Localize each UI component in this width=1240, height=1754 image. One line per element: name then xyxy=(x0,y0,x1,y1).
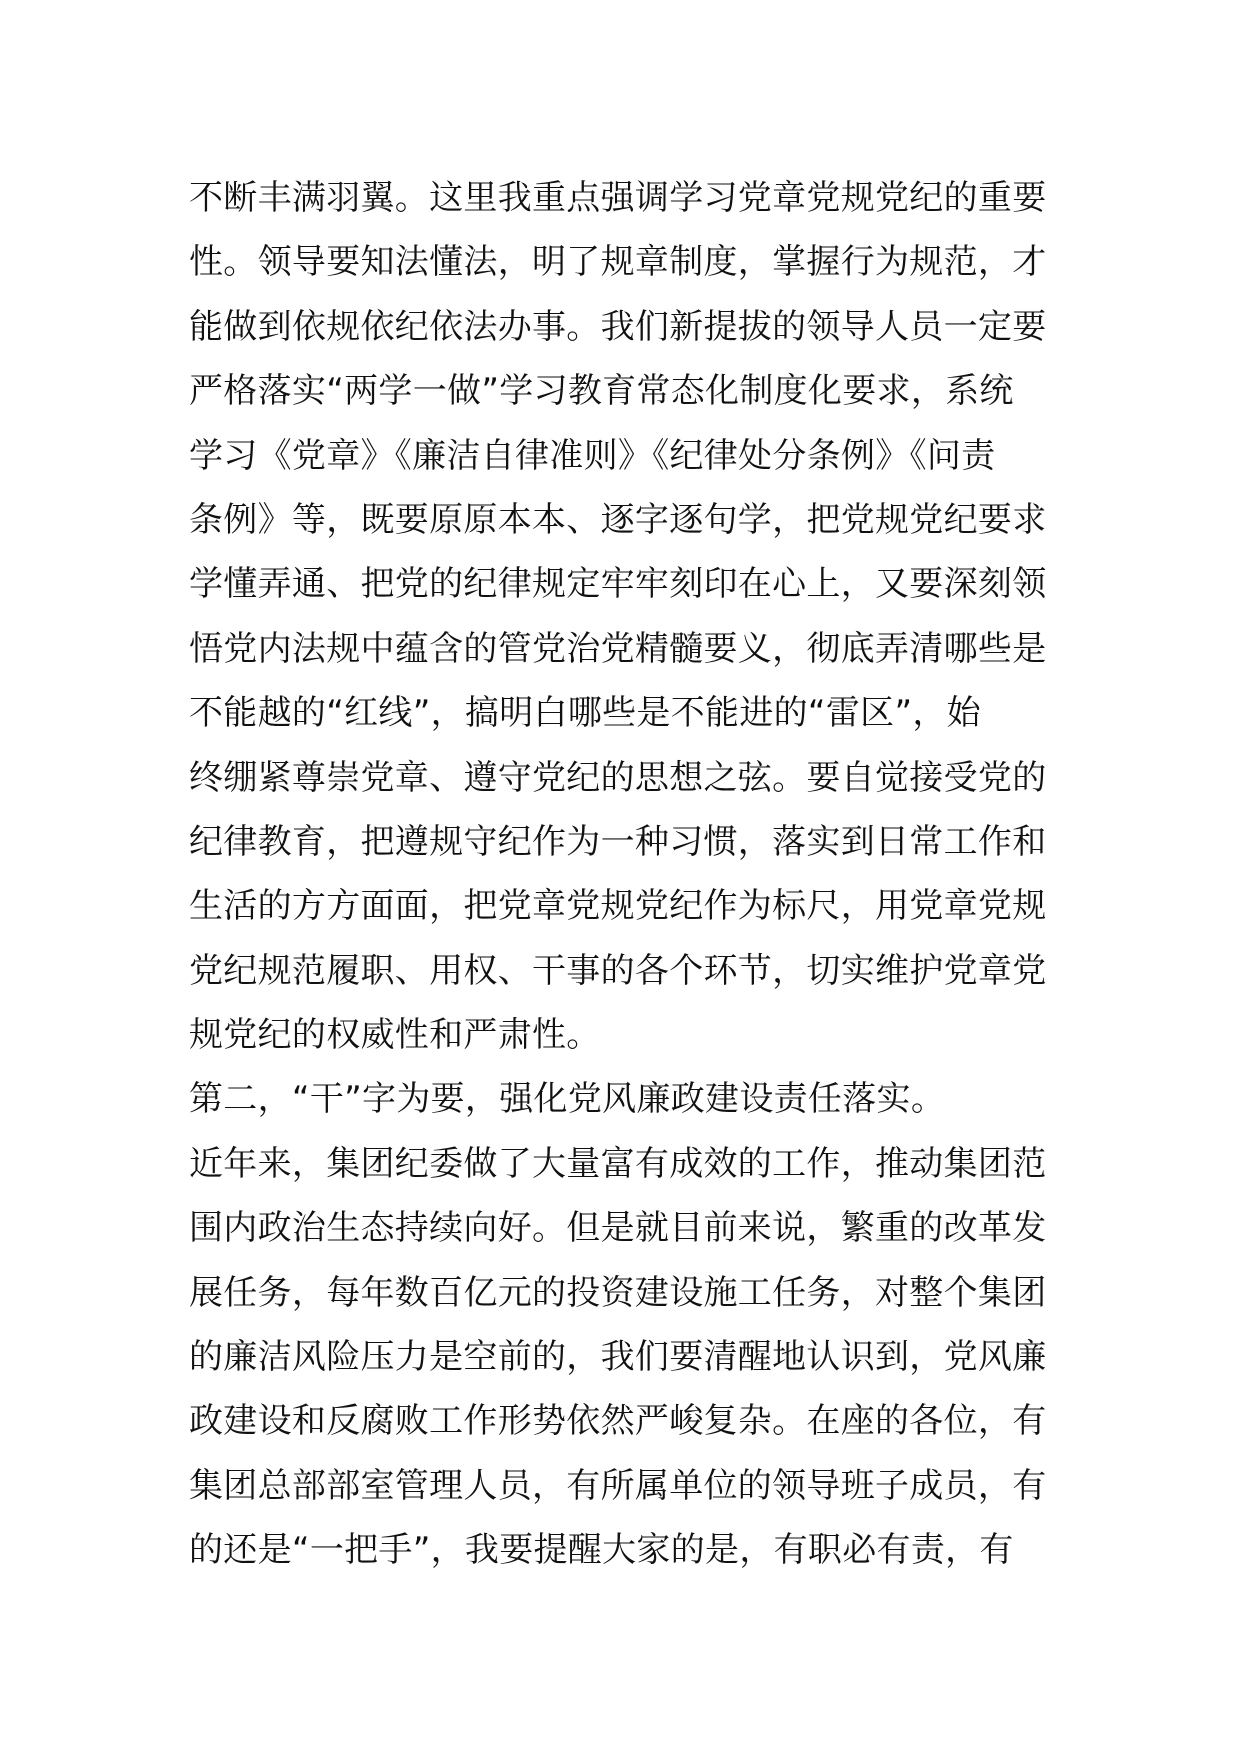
text-line: 政建设和反腐败工作形势依然严峻复杂。在座的各位，有 xyxy=(189,1401,1047,1442)
text-line: 能做到依规依纪依法办事。我们新提拔的领导人员一定要 xyxy=(189,306,1047,347)
text-line: 围内政治生态持续向好。但是就目前来说，繁重的改革发 xyxy=(189,1208,1047,1249)
text-line: 集团总部部室管理人员，有所属单位的领导班子成员，有 xyxy=(189,1465,1047,1506)
text-line: 条例》等，既要原原本本、逐字逐句学，把党规党纪要求 xyxy=(189,499,1047,540)
text-line: 性。领导要知法懂法，明了规章制度，掌握行为规范，才 xyxy=(189,242,1047,283)
text-line: 生活的方方面面，把党章党规党纪作为标尺，用党章党规 xyxy=(189,886,1047,927)
text-line: 党纪规范履职、用权、干事的各个环节，切实维护党章党 xyxy=(189,950,1047,991)
text-line: 严格落实“两学一做”学习教育常态化制度化要求，系统 xyxy=(189,371,1014,412)
text-line: 不能越的“红线”，搞明白哪些是不能进的“雷区”，始 xyxy=(189,693,981,734)
text-line: 的廉洁风险压力是空前的，我们要清醒地认识到，党风廉 xyxy=(189,1337,1047,1378)
body-text xyxy=(189,166,1069,1583)
text-line: 规党纪的权威性和严肃性。 xyxy=(189,1015,601,1056)
section-heading: 第二，“干”字为要，强化党风廉政建设责任落实。 xyxy=(189,1079,946,1120)
text-line: 的还是“一把手”，我要提醒大家的是，有职必有责，有 xyxy=(189,1530,1014,1571)
text-line: 纪律教育，把遵规守纪作为一种习惯，落实到日常工作和 xyxy=(189,821,1047,862)
text-line: 近年来，集团纪委做了大量富有成效的工作，推动集团范 xyxy=(189,1143,1047,1184)
text-line: 学懂弄通、把党的纪律规定牢牢刻印在心上，又要深刻领 xyxy=(189,564,1047,605)
text-line: 悟党内法规中蕴含的管党治党精髓要义，彻底弄清哪些是 xyxy=(189,628,1047,669)
text-line: 展任务，每年数百亿元的投资建设施工任务，对整个集团 xyxy=(189,1272,1047,1313)
text-line: 学习《党章》《廉洁自律准则》《纪律处分条例》《问责 xyxy=(189,435,996,476)
text-line: 不断丰满羽翼。这里我重点强调学习党章党规党纪的重要 xyxy=(189,178,1047,218)
text-line: 终绷紧尊崇党章、遵守党纪的思想之弦。要自觉接受党的 xyxy=(189,757,1047,798)
